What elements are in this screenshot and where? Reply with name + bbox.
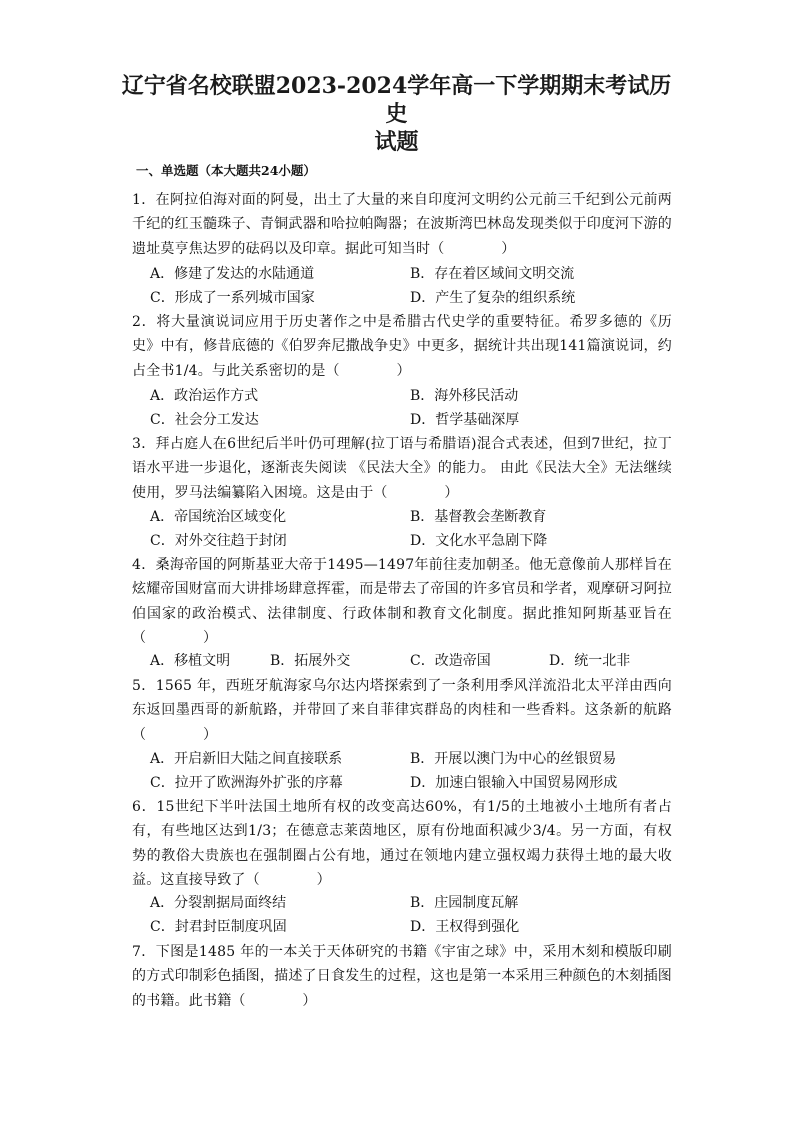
question-7-stem: 7．下图是1485 年的一本关于天体研究的书籍《宇宙之球》中，采用木刻和模版印刷的方式印制彩色插图，描述了日食发生的过程，这也是第一本采用三种颜色的木刻插图的书籍。此书籍（ ）: [132, 944, 672, 1009]
title-line-1: 辽宁省名校联盟2023-2024学年高一下学期期末考试历史: [121, 73, 672, 127]
question-3-stem: 3．拜占庭人在6世纪后半叶仍可理解(拉丁语与希腊语)混合式表述，但到7世纪，拉丁语水平进一步退化，逐渐丧失阅读 《民法大全》的能力。 由此《民法大全》无法继续使用，罗马法编纂陷入困境。这是由于（ ）: [132, 436, 672, 501]
question-6-option-d[interactable]: D．王权得到强化: [410, 919, 520, 935]
section-heading: 一、单选题（本大题共24小题）: [136, 163, 316, 178]
question-5-option-b[interactable]: B．开展以澳门为中心的丝银贸易: [410, 751, 617, 767]
question-1-option-a[interactable]: A．修建了发达的水陆通道: [150, 266, 315, 282]
title-line-2: 试题: [374, 129, 419, 155]
question-4-stem: 4．桑海帝国的阿斯基亚大帝于1495—1497年前往麦加朝圣。他无意像前人那样旨在炫耀帝国财富而大讲排场肆意挥霍，而是带去了帝国的许多官员和学者，观摩研习阿拉伯国家的政治模式、法律制度、行政体制和教育文化制度。据此推知阿斯基亚旨在（ ）: [132, 557, 672, 646]
question-1-stem: 1．在阿拉伯海对面的阿曼，出土了大量的来自印度河文明约公元前三千纪到公元前两千纪的红玉髓珠子、青铜武器和哈拉帕陶器；在波斯湾巴林岛发现类似于印度河下游的遗址莫亨焦达罗的砝码以及印章。据此可知当时（ ）: [132, 192, 672, 257]
question-6-option-a[interactable]: A．分裂割据局面终结: [150, 895, 287, 911]
question-2-stem: 2．将大量演说词应用于历史著作之中是希腊古代史学的重要特征。希罗多德的《历史》中有，修昔底德的《伯罗奔尼撒战争史》中更多，据统计共出现141篇演说词，约占全书1/4。与此关系密切的是（ ）: [132, 314, 672, 379]
question-5-stem: 5．1565 年，西班牙航海家乌尔达内塔探索到了一条利用季风洋流沿北太平洋由西向东返回墨西哥的新航路，并带回了来自菲律宾群岛的肉桂和一些香料。这条新的航路（ ）: [132, 678, 672, 743]
page-title: [120, 72, 673, 156]
question-6-option-b[interactable]: B．庄园制度瓦解: [410, 895, 519, 911]
question-2-option-c[interactable]: C．社会分工发达: [150, 412, 259, 428]
question-4-option-b[interactable]: B．拓展外交: [270, 653, 351, 669]
question-5-option-d[interactable]: D．加速白银输入中国贸易网形成: [410, 775, 618, 791]
question-1-option-b[interactable]: B．存在着区域间文明交流: [410, 266, 575, 282]
question-1-option-d[interactable]: D．产生了复杂的组织系统: [410, 290, 576, 306]
question-3-option-d[interactable]: D．文化水平急剧下降: [410, 533, 548, 549]
question-2-option-b[interactable]: B．海外移民活动: [410, 388, 519, 404]
question-3-option-c[interactable]: C．对外交往趋于封闭: [150, 533, 287, 549]
question-1-option-c[interactable]: C．形成了一系列城市国家: [150, 290, 315, 306]
question-6-stem: 6．15世纪下半叶法国土地所有权的改变高达60%，有1/5的土地被小土地所有者占有，有些地区达到1/3；在德意志莱茵地区，原有份地面积减少3/4。另一方面，有权势的教俗大贵族也在强制圈占公有地，通过在领地内建立强权竭力获得土地的最大收益。这直接导致了（ ）: [132, 799, 672, 888]
question-6-option-c[interactable]: C．封君封臣制度巩固: [150, 919, 287, 935]
question-5-option-c[interactable]: C．拉开了欧洲海外扩张的序幕: [150, 775, 343, 791]
question-2-option-a[interactable]: A．政治运作方式: [150, 388, 259, 404]
question-5-option-a[interactable]: A．开启新旧大陆之间直接联系: [150, 751, 343, 767]
question-2-option-d[interactable]: D．哲学基础深厚: [410, 412, 520, 428]
question-3-option-a[interactable]: A．帝国统治区域变化: [150, 509, 287, 525]
question-4-option-c[interactable]: C．改造帝国: [410, 653, 491, 669]
question-4-option-a[interactable]: A．移植文明: [150, 653, 231, 669]
question-3-option-b[interactable]: B．基督教会垄断教育: [410, 509, 547, 525]
question-4-option-d[interactable]: D．统一北非: [549, 653, 631, 669]
